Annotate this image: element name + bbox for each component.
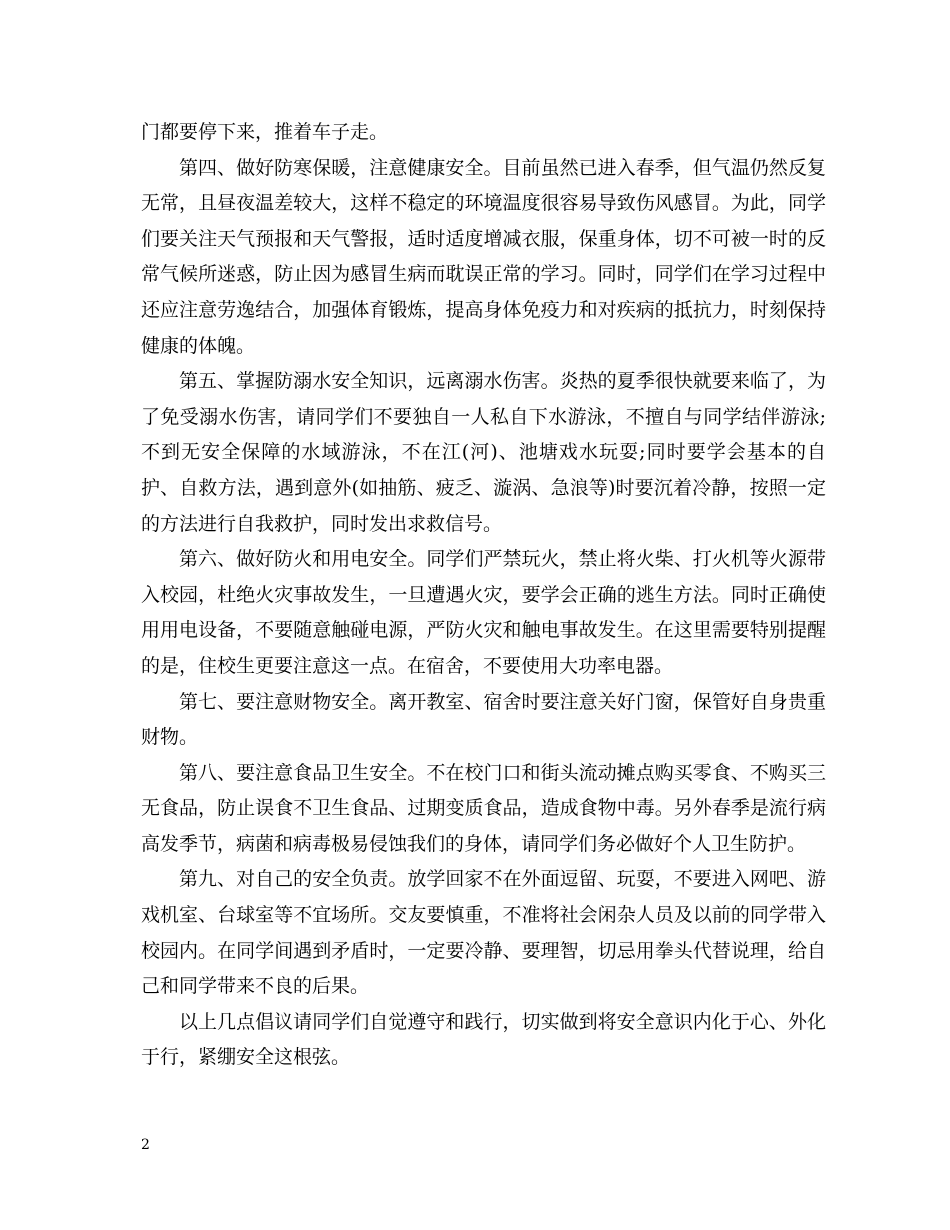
paragraph-eighth-food-hygiene: 第八、要注意食品卫生安全。不在校门口和街头流动摊点购买零食、不购买三无食品，防止误食不卫生食品、过期变质食品，造成食物中毒。另外春季是流行病高发季节，病菌和病毒极易侵蚀我们的身体，请同学们务必做好个人卫生防护。 xyxy=(141,761,826,855)
paragraph-ninth-self-responsibility: 第九、对自己的安全负责。放学回家不在外面逗留、玩耍，不要进入网吧、游戏机室、台球室等不宜场所。交友要慎重，不准将社会闲杂人员及以前的同学带入校园内。在同学间遇到矛盾时，一定要冷静、要理智，切忌用拳头代替说理，给自己和同学带来不良的后果。 xyxy=(141,868,826,998)
paragraph-fourth-cold-protection: 第四、做好防寒保暖，注意健康安全。目前虽然已进入春季，但气温仍然反复无常，且昼夜温差较大，这样不稳定的环境温度很容易导致伤风感冒。为此，同学们要关注天气预报和天气警报，适时适度增减衣服，保重身体，切不可被一时的反常气候所迷惑，防止因为感冒生病而耽误正常的学习。同时，同学们在学习过程中还应注意劳逸结合，加强体育锻炼，提高身体免疫力和对疾病的抵抗力，时刻保持健康的体魄。 xyxy=(141,156,826,357)
paragraph-fifth-drowning-safety: 第五、掌握防溺水安全知识，远离溺水伤害。炎热的夏季很快就要来临了，为了免受溺水伤害，请同学们不要独自一人私自下水游泳，不擅自与同学结伴游泳;不到无安全保障的水域游泳，不在江(河)、池塘戏水玩耍;同时要学会基本的自护、自救方法，遇到意外(如抽筋、疲乏、漩涡、急浪等)时要沉着冷静，按照一定的方法进行自我救护，同时发出求救信号。 xyxy=(141,370,826,535)
paragraph-sixth-fire-electric-safety: 第六、做好防火和用电安全。同学们严禁玩火，禁止将火柴、打火机等火源带入校园，杜绝火灾事故发生，一旦遭遇火灾，要学会正确的逃生方法。同时正确使用用电设备，不要随意触碰电源，严防火灾和触电事故发生。在这里需要特别提醒的是，住校生更要注意这一点。在宿舍，不要使用大功率电器。 xyxy=(141,548,826,677)
paragraph-continuation: 门都要停下来，推着车子走。 xyxy=(141,121,389,143)
paragraph-seventh-property-safety: 第七、要注意财物安全。离开教室、宿舍时要注意关好门窗，保管好自身贵重财物。 xyxy=(141,690,826,749)
paragraph-conclusion: 以上几点倡议请同学们自觉遵守和践行，切实做到将安全意识内化于心、外化于行，紧绷安全这根弦。 xyxy=(141,1010,826,1069)
document-body xyxy=(141,115,826,1076)
page-number: 2 xyxy=(141,1137,150,1153)
